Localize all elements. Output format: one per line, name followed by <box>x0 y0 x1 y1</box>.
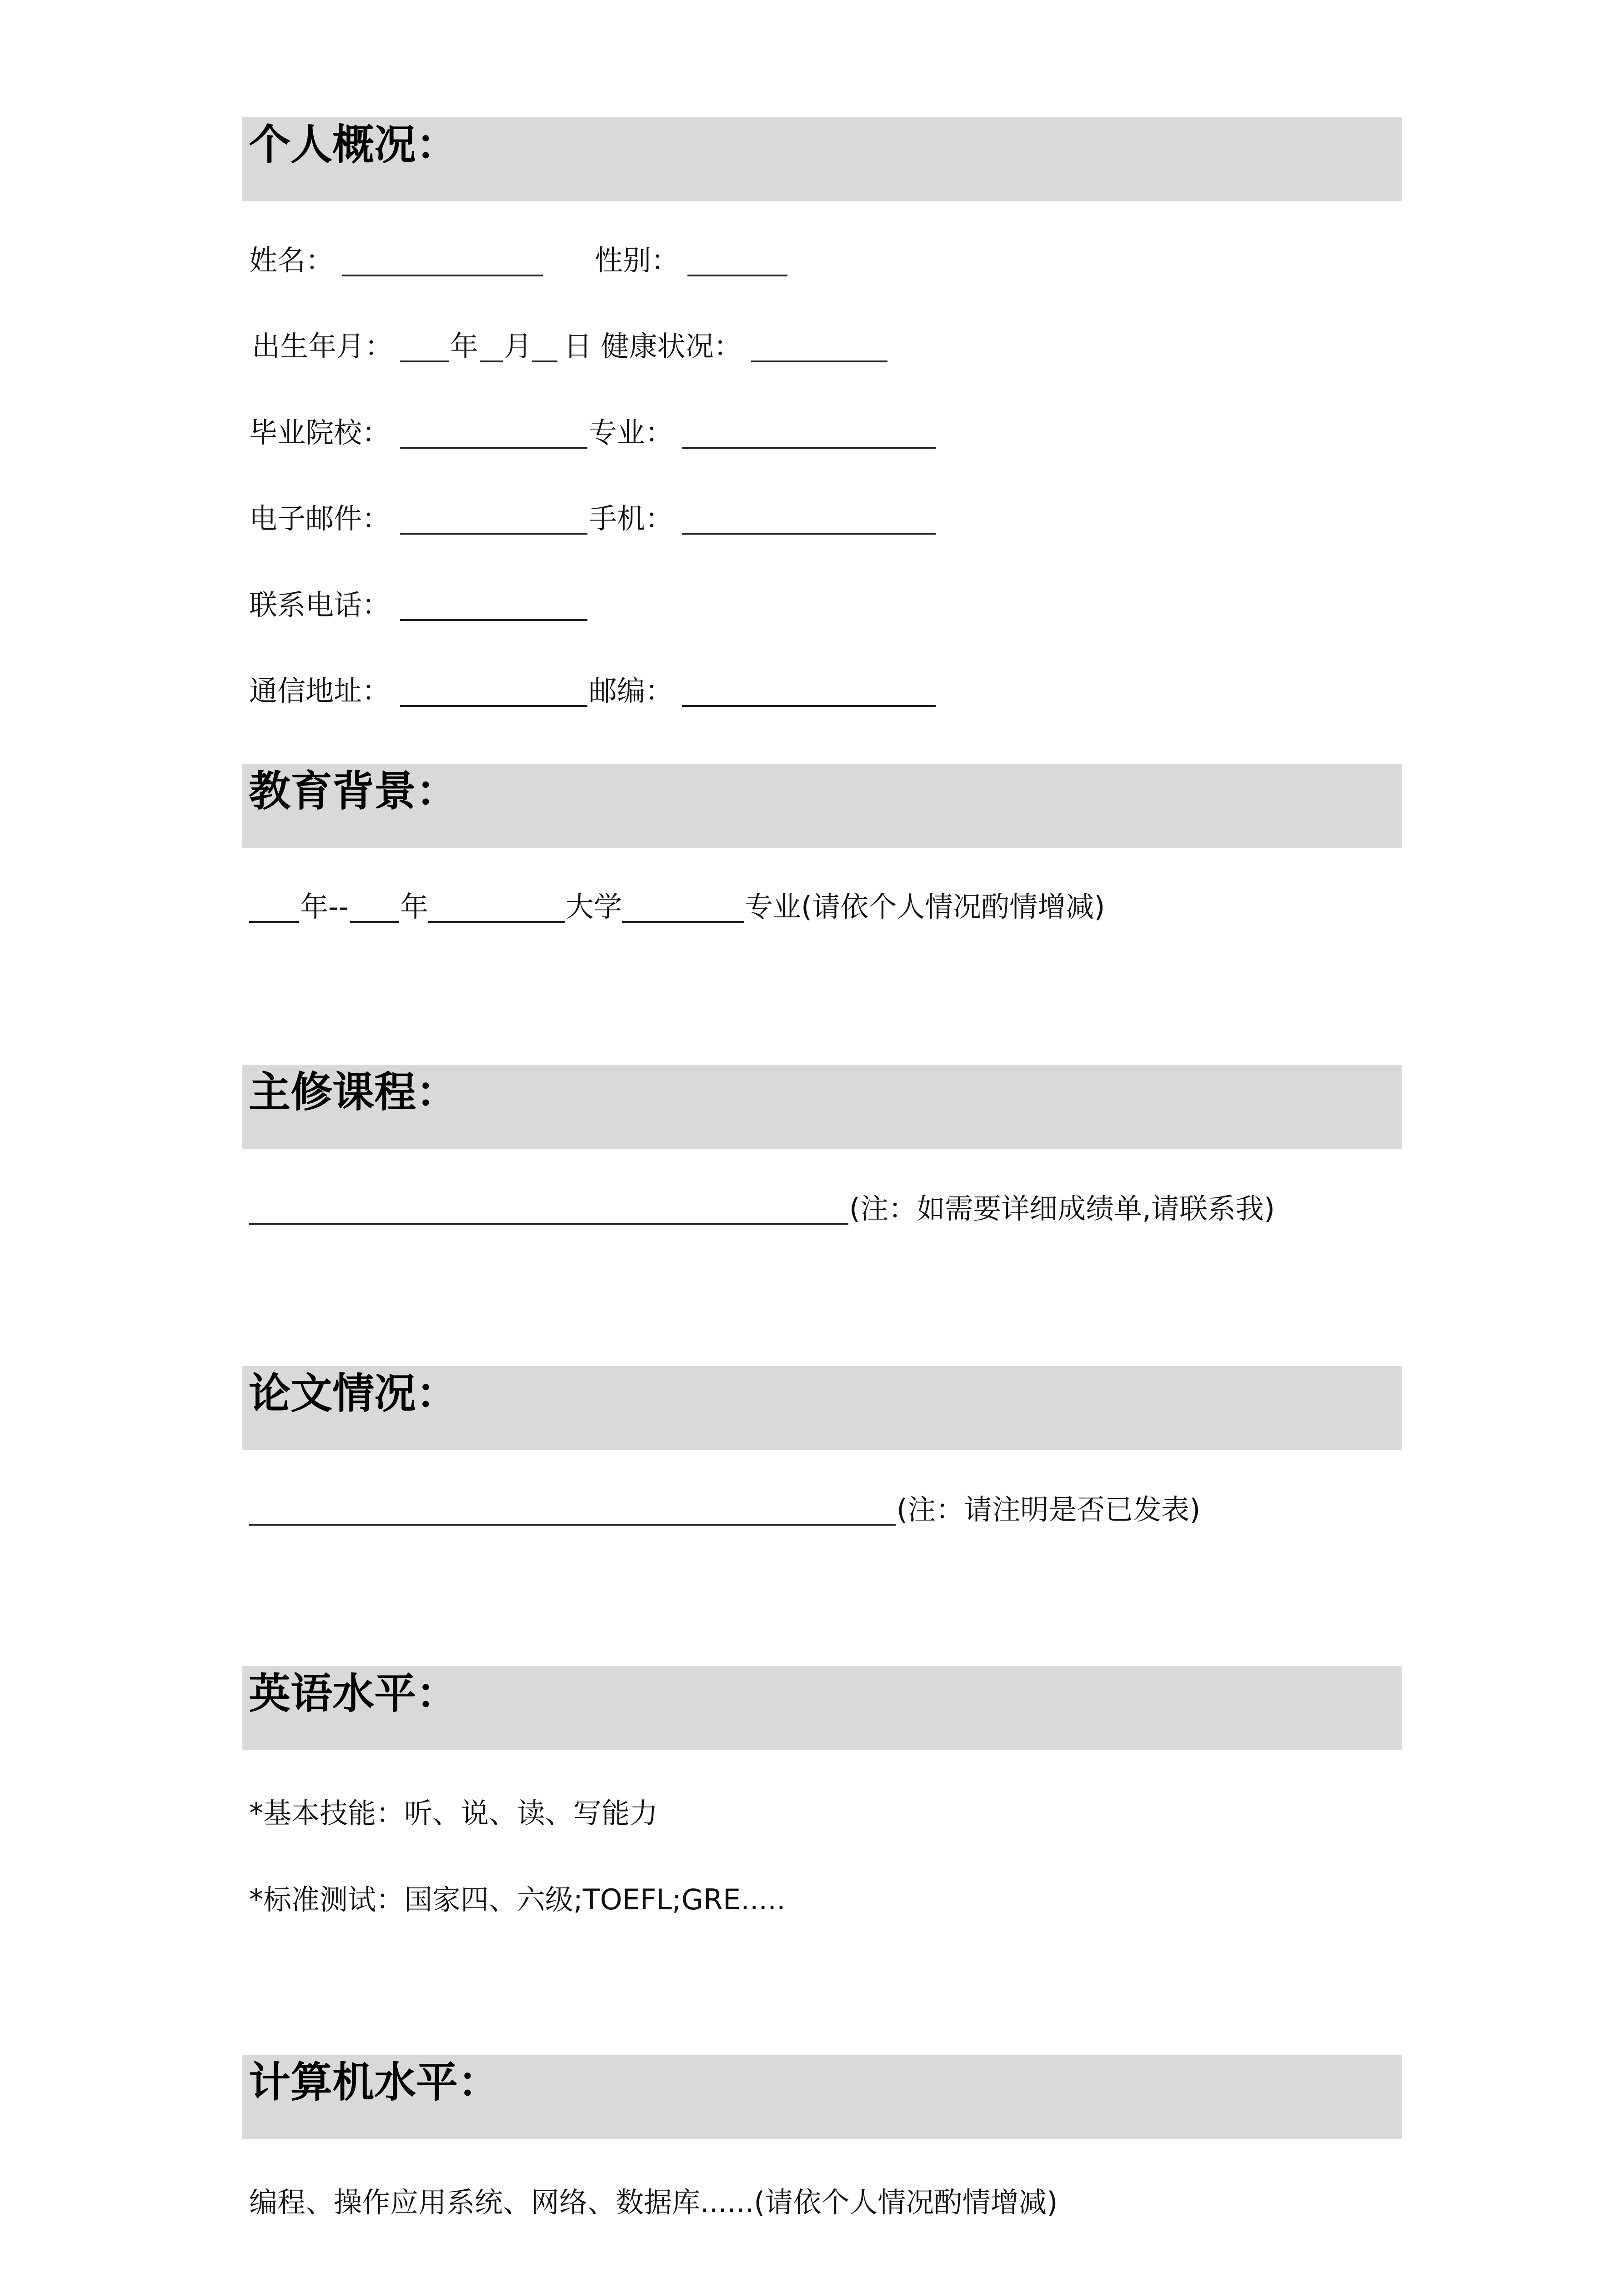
email-label: 电子邮件： <box>249 502 391 535</box>
email-blank <box>400 533 587 535</box>
courses-blank <box>249 1223 848 1225</box>
gender-blank <box>687 275 787 276</box>
health-label: 日 健康状况： <box>564 330 742 363</box>
birth-year-blank <box>400 360 449 362</box>
edu-year-b-label: 年 <box>400 890 429 923</box>
birth-month-blank <box>480 360 503 362</box>
edu-major-blank <box>622 921 744 923</box>
mobile-blank <box>682 533 936 535</box>
section-title: 计算机水平： <box>249 2058 500 2107</box>
name-label: 姓名： <box>249 244 334 277</box>
zip-label: 邮编： <box>589 674 674 707</box>
school-label: 毕业院校： <box>249 416 391 449</box>
section-title: 教育背景： <box>249 767 458 816</box>
section-header-computer <box>242 2055 1402 2139</box>
phone-label: 联系电话： <box>249 588 391 621</box>
section-header-courses <box>242 1065 1402 1149</box>
edu-major-note: 专业(请依个人情况酌情增减) <box>745 890 1105 923</box>
edu-end-blank <box>350 921 399 923</box>
health-blank <box>751 360 887 362</box>
phone-blank <box>400 619 587 621</box>
address-blank <box>400 705 587 707</box>
edu-university-blank <box>428 921 565 923</box>
computer-skills: 编程、操作应用系统、网络、数据库......(请依个人情况酌情增减) <box>249 2186 1058 2219</box>
section-header-personal <box>242 117 1402 201</box>
english-standard-tests: *标准测试：国家四、六级;TOEFL;GRE..... <box>249 1883 786 1916</box>
section-title: 主修课程： <box>249 1068 458 1116</box>
birth-label: 出生年月： <box>252 330 393 363</box>
english-basic-skills: *基本技能：听、说、读、写能力 <box>249 1797 658 1830</box>
section-title: 英语水平： <box>249 1669 458 1718</box>
major-blank <box>682 447 936 449</box>
major-label: 专业： <box>589 416 674 449</box>
birth-year-label: 年 <box>450 330 479 363</box>
section-header-education <box>242 764 1402 848</box>
birth-day-blank <box>532 360 557 362</box>
section-header-thesis <box>242 1366 1402 1450</box>
school-blank <box>400 447 587 449</box>
courses-note: (注：如需要详细成绩单,请联系我) <box>849 1192 1275 1225</box>
thesis-blank <box>249 1524 896 1526</box>
address-label: 通信地址： <box>249 674 391 707</box>
gender-label: 性别： <box>595 244 680 277</box>
zip-blank <box>682 705 936 707</box>
section-header-english <box>242 1666 1402 1750</box>
name-blank <box>342 275 543 276</box>
edu-year-a-label: 年-- <box>300 890 349 923</box>
edu-start-blank <box>249 921 299 923</box>
section-title: 个人概况： <box>249 120 458 169</box>
thesis-note: (注：请注明是否已发表) <box>897 1493 1201 1526</box>
edu-university-label: 大学 <box>566 890 622 923</box>
birth-month-label: 月 <box>504 330 532 363</box>
mobile-label: 手机： <box>589 502 674 535</box>
section-title: 论文情况： <box>249 1369 458 1418</box>
